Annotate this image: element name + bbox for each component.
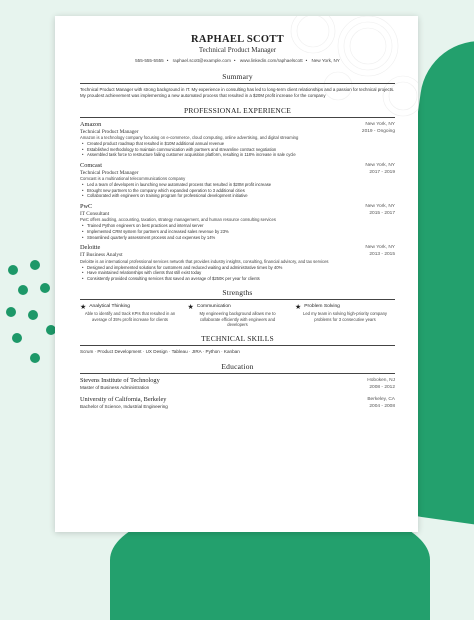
resume-page — [55, 16, 418, 532]
strength-item — [80, 303, 180, 327]
job-description: Deloitte is an international professional services network that provides industry insights, consulting, financial advisory, and tax services — [80, 258, 329, 264]
job-company: Deloitte — [80, 244, 101, 252]
job-bullet: • Consistently provided consulting services that saved an average of $250K per year for clients — [87, 276, 395, 282]
skills-list: Scrum · Product Development · UX Design · Tableau · JIRA · Python · Kanban — [80, 349, 240, 355]
job-title: IT Consultant — [80, 210, 110, 217]
contact-linkedin: www.linkedin.com/raphaelscott — [239, 58, 303, 63]
job-bullet: • Designed and implemented solutions for customers and reduced waiting and administrative times by 40% — [87, 265, 395, 271]
star-icon: ★ — [80, 303, 87, 312]
job-bullet: • Created product roadmap that resulted in $10M additional annual revenue — [87, 141, 395, 147]
education-location: Berkeley, CA — [367, 396, 395, 402]
job-bullet: • Streamlined quarterly assessment process and cut expenses by 14% — [87, 235, 395, 241]
strength-description: My engineering background allows me to collaborate efficiently with engineers and developers — [199, 311, 276, 327]
job-entry — [80, 203, 395, 240]
education-dates: 2008 - 2012 — [369, 385, 395, 391]
job-company: PwC — [80, 202, 93, 210]
education-entry — [80, 396, 395, 410]
job-entry — [80, 121, 395, 158]
education-school: University of California, Berkeley — [80, 395, 167, 403]
job-description: Comcast is a multinational telecommunications company — [80, 176, 186, 182]
job-description: PwC offers auditing, accounting, taxation, strategy management, and human resource consulting services — [80, 217, 276, 223]
education-school: Stevens Institute of Technology — [80, 377, 160, 385]
strength-title: Analytical Thinking — [89, 304, 130, 310]
section-title-education: Education — [80, 362, 395, 374]
strength-item — [295, 303, 395, 327]
star-icon: ★ — [187, 303, 194, 312]
job-entry — [80, 244, 395, 281]
strength-item — [188, 303, 288, 327]
job-title: IT Business Analyst — [80, 252, 123, 259]
summary-text: Technical Product Manager with strong background in IT. My experience in consulting has led to long-term client relationships and a passion for technical projects. My proudest achievement was implementing a new automated process that resulted in a $20M profit increase for the company — [80, 87, 395, 98]
job-description: Amazon is a technology company focusing on e-commerce, cloud computing, online advertising, and digital streaming — [80, 135, 299, 140]
job-bullet: • Established methodology to maintain communication with partners and streamline contract negotiation — [87, 147, 395, 153]
contact-phone: 555-555-5555 — [135, 58, 164, 63]
strength-description: Able to identify and track KPIs that resulted in an average of 35% profit increase for clients — [84, 311, 176, 322]
star-icon: ★ — [295, 303, 302, 312]
education-entry — [80, 377, 395, 391]
job-location: New York, NY — [365, 121, 395, 127]
strength-title: Problem Solving — [304, 304, 340, 310]
job-bullet: • Brought new partners to the company which expanded operation to 3 additional cities — [87, 188, 395, 194]
education-location: Hoboken, NJ — [367, 378, 395, 384]
section-title-skills: TECHNICAL SKILLS — [80, 334, 395, 346]
job-title: Technical Product Manager — [80, 128, 139, 135]
job-bullet: • Collaborated with engineers on training program for professional development initiative — [87, 193, 395, 199]
candidate-name: RAPHAEL SCOTT — [191, 34, 284, 45]
strengths-row — [80, 303, 395, 327]
job-location: New York, NY — [365, 162, 395, 168]
job-location: New York, NY — [365, 245, 395, 251]
job-dates: 2019 - Ongoing — [361, 128, 395, 134]
candidate-title: Technical Product Manager — [198, 46, 277, 54]
section-title-experience: PROFESSIONAL EXPERIENCE — [80, 106, 395, 118]
education-dates: 2004 - 2008 — [369, 403, 395, 409]
section-title-strengths: Strengths — [80, 288, 395, 300]
job-bullet: • Led a team of developers in launching new automated process that resulted in $20M profit increase — [87, 182, 395, 188]
job-dates: 2013 - 2015 — [369, 252, 395, 258]
strength-title: Communication — [196, 304, 231, 310]
contact-line: 555-555-5555 • raphael.scott@example.com • www.linkedin.com/raphaelscott • New York, NY — [135, 58, 340, 63]
job-entry — [80, 162, 395, 199]
job-bullet: • Implemented CRM system for partners and increased sales revenue by 23% — [87, 229, 395, 235]
strength-description: Led my team in solving high-priority company problems for 3 consecutive years — [302, 311, 388, 322]
contact-email: raphael.scott@example.com — [172, 58, 231, 63]
job-dates: 2015 - 2017 — [369, 210, 395, 216]
job-bullet: • Have maintained relationships with clients that still exist today — [87, 270, 395, 276]
job-company: Comcast — [80, 161, 103, 169]
job-title: Technical Product Manager — [80, 169, 139, 176]
job-bullet: • Trained Python engineers on best practices and internal server — [87, 223, 395, 229]
section-title-summary: Summary — [80, 72, 395, 84]
education-degree: Bachelor of Science, Industrial Engineering — [80, 403, 168, 409]
job-dates: 2017 - 2019 — [369, 169, 395, 175]
decorative-dot-pattern — [0, 255, 60, 375]
job-bullet: • Assembled task force to restructure failing customer acquisition platform, resulting in 118% increase in sale cycle — [87, 152, 395, 158]
job-company: Amazon — [80, 120, 102, 128]
job-location: New York, NY — [365, 203, 395, 209]
contact-location: New York, NY — [311, 58, 340, 63]
education-degree: Master of Business Administration — [80, 385, 150, 391]
